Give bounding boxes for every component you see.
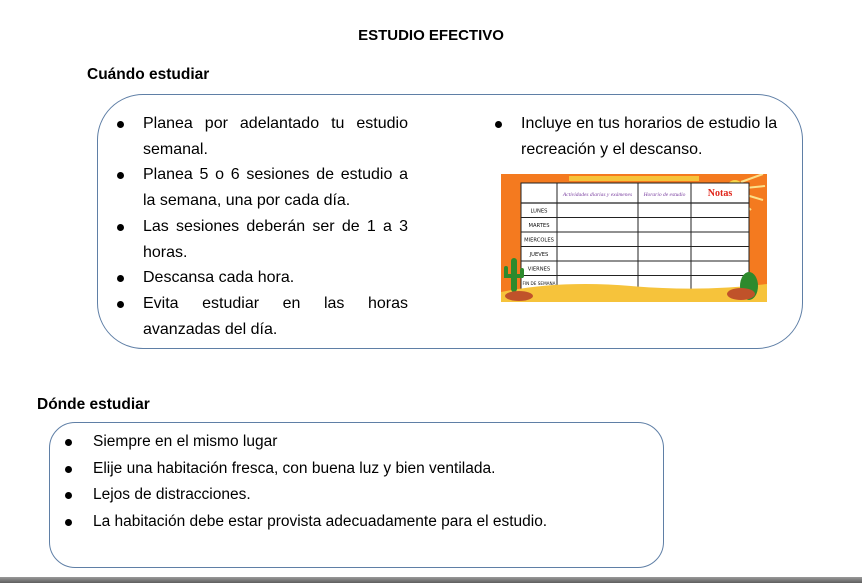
list-item: Evita estudiar en las horas avanzadas del día. [110, 291, 408, 342]
list-item: La habitación debe estar provista adecuadamente para el estudio. [58, 509, 648, 536]
timetable-day-label: MIERCOLES [524, 237, 554, 244]
list-item: Lejos de distracciones. [58, 482, 648, 509]
page-bottom-border [0, 577, 862, 583]
list-item: Siempre en el mismo lugar [58, 429, 648, 456]
timetable-header: Notas [707, 188, 733, 199]
timetable-day-label: VIERNES [527, 266, 551, 273]
section-heading-where: Dónde estudiar [37, 396, 150, 413]
list-item: Las sesiones deberán ser de 1 a 3 horas. [110, 214, 408, 265]
when-list-left [110, 111, 408, 342]
timetable-header: Horario de estudio [643, 192, 686, 198]
timetable-grid [521, 183, 749, 290]
list-item: Elije una habitación fresca, con buena luz y bien ventilada. [58, 456, 648, 483]
timetable-day-label: JUEVES [529, 251, 549, 258]
timetable-illustration [501, 174, 767, 302]
page-title: ESTUDIO EFECTIVO [358, 27, 504, 44]
timetable-day-label: MARTES [528, 222, 550, 229]
timetable-table [521, 183, 749, 290]
timetable-day-label: FIN DE SEMANA [522, 280, 556, 286]
timetable-banner [569, 176, 699, 181]
section-heading-when: Cuándo estudiar [87, 66, 210, 83]
list-item: Planea por adelantado tu estudio semanal. [110, 111, 408, 162]
when-list-right [488, 111, 793, 162]
where-list [58, 429, 648, 536]
rock-left [505, 291, 533, 301]
timetable-header: Actividades diarias y exámenes [562, 192, 633, 198]
list-item: Planea 5 o 6 sesiones de estudio a la semana, una por cada día. [110, 162, 408, 213]
list-item: Incluye en tus horarios de estudio la recreación y el descanso. [488, 111, 793, 162]
list-item: Descansa cada hora. [110, 265, 408, 291]
timetable-day-label: LUNES [530, 208, 548, 215]
